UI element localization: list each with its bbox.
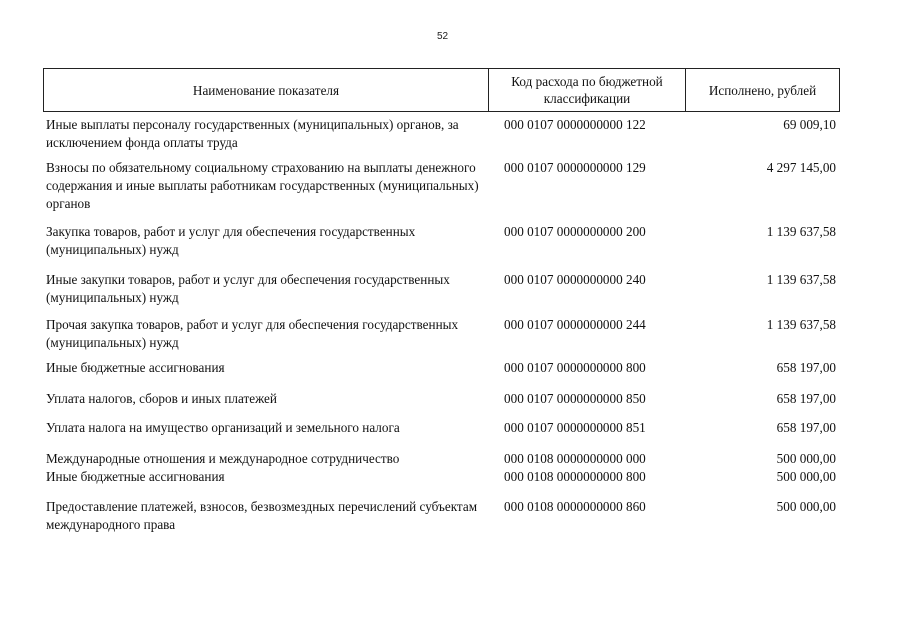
row-name: Иные закупки товаров, работ и услуг для обеспечения государственных (муниципальных) нужд <box>46 272 450 305</box>
row-amount: 1 139 637,58 <box>766 272 836 287</box>
row-code: 000 0107 0000000000 244 <box>504 317 646 332</box>
header-code: Код расхода по бюджетной классификации <box>489 69 686 111</box>
row-code: 000 0107 0000000000 800 <box>504 360 646 375</box>
row-name: Международные отношения и международное сотрудничество <box>46 451 400 466</box>
row-code: 000 0108 0000000000 000 <box>504 451 646 466</box>
row-amount: 1 139 637,58 <box>766 317 836 332</box>
row-name: Иные бюджетные ассигнования <box>46 360 225 375</box>
row-name: Уплата налога на имущество организаций и земельного налога <box>46 420 400 435</box>
row-name: Взносы по обязательному социальному страхованию на выплаты денежного содержания и иные выплаты работникам государственных (муниципальных) органов <box>46 160 479 211</box>
header-amount: Исполнено, рублей <box>708 82 817 98</box>
row-code: 000 0107 0000000000 240 <box>504 272 646 287</box>
row-amount: 1 139 637,58 <box>766 224 836 239</box>
row-amount: 69 009,10 <box>783 117 836 132</box>
row-code: 000 0107 0000000000 200 <box>504 224 646 239</box>
row-name: Предоставление платежей, взносов, безвозмездных перечислений субъектам международного права <box>46 499 478 532</box>
row-name: Уплата налогов, сборов и иных платежей <box>46 391 277 406</box>
row-code: 000 0107 0000000000 122 <box>504 117 646 132</box>
row-amount: 4 297 145,00 <box>766 160 836 175</box>
row-name: Закупка товаров, работ и услуг для обеспечения государственных (муниципальных) нужд <box>46 224 416 257</box>
row-name: Иные бюджетные ассигнования <box>46 469 225 484</box>
row-amount: 500 000,00 <box>776 469 836 484</box>
table-header <box>43 68 840 112</box>
row-name: Иные выплаты персоналу государственных (муниципальных) органов, за исключением фонда оплаты труда <box>46 117 459 150</box>
row-code: 000 0108 0000000000 800 <box>504 469 646 484</box>
row-code: 000 0108 0000000000 860 <box>504 499 646 514</box>
page-number: 52 <box>437 31 449 42</box>
row-code: 000 0107 0000000000 851 <box>504 420 646 435</box>
row-amount: 658 197,00 <box>776 360 836 375</box>
row-name: Прочая закупка товаров, работ и услуг для обеспечения государственных (муниципальных) нужд <box>46 317 459 350</box>
row-code: 000 0107 0000000000 850 <box>504 391 646 406</box>
row-amount: 658 197,00 <box>776 391 836 406</box>
header-name: Наименование показателя <box>44 69 489 111</box>
row-amount: 500 000,00 <box>776 451 836 466</box>
row-code: 000 0107 0000000000 129 <box>504 160 646 175</box>
row-amount: 658 197,00 <box>776 420 836 435</box>
row-amount: 500 000,00 <box>776 499 836 514</box>
